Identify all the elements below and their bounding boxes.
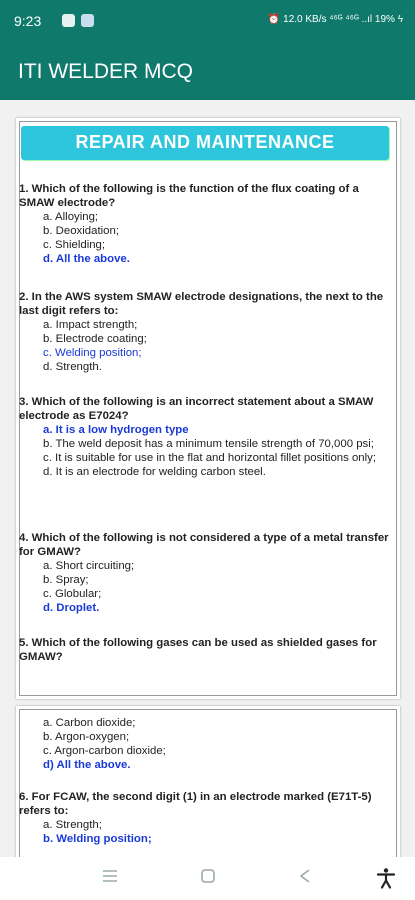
option: b. Spray; xyxy=(43,574,89,586)
home-icon[interactable] xyxy=(199,867,217,885)
option: c. Shielding; xyxy=(43,239,106,251)
option: a. Short circuiting; xyxy=(43,560,135,572)
section-banner xyxy=(21,126,389,160)
accessibility-icon[interactable] xyxy=(375,867,397,889)
question-5-continued xyxy=(19,716,391,772)
question-text: 6. For FCAW, the second digit (1) in an electrode marked (E71T-5) refers to: xyxy=(19,791,372,817)
option: c. It is suitable for use in the flat and horizontal fillet positions only; xyxy=(43,452,377,464)
status-right xyxy=(268,14,403,25)
back-icon[interactable] xyxy=(296,867,314,885)
status-indicators: ⏰ 12.0 KB/s ⁴⁶ᴳ ⁴⁶ᴳ ..ıl 19% ϟ xyxy=(267,14,403,25)
question-4 xyxy=(19,531,391,615)
answer-option: a. It is a low hydrogen type xyxy=(43,424,189,436)
question-3 xyxy=(19,395,391,479)
answer-option: d. Droplet. xyxy=(43,602,100,614)
section-title: REPAIR AND MAINTENANCE xyxy=(75,132,335,152)
page-2 xyxy=(16,706,400,857)
notification-icons xyxy=(62,14,94,27)
question-2 xyxy=(19,290,391,374)
question-text: 3. Which of the following is an incorrect statement about a SMAW electrode as E7024? xyxy=(19,396,374,422)
question-5 xyxy=(19,636,391,664)
option: c. Globular; xyxy=(43,588,102,600)
status-time: 9:23 xyxy=(14,13,42,29)
question-6 xyxy=(19,790,391,846)
page-viewer[interactable] xyxy=(0,100,415,857)
option: b. Deoxidation; xyxy=(43,225,119,237)
option: a. Strength; xyxy=(43,819,102,831)
question-1 xyxy=(19,182,391,266)
notification-icon xyxy=(62,14,75,27)
answer-option: d) All the above. xyxy=(43,759,131,771)
option: d. Strength. xyxy=(43,361,102,373)
option: b. Electrode coating; xyxy=(43,333,147,345)
app-bar xyxy=(0,44,415,100)
option: a. Impact strength; xyxy=(43,319,138,331)
menu-icon[interactable] xyxy=(101,867,119,885)
answer-option: c. Welding position; xyxy=(43,347,142,359)
app-title: ITI WELDER MCQ xyxy=(18,60,194,83)
question-text: 5. Which of the following gases can be used as shielded gases for GMAW? xyxy=(19,637,377,663)
system-nav-bar xyxy=(0,857,415,900)
option: a. Alloying; xyxy=(43,211,99,223)
answer-option: b. Welding position; xyxy=(43,833,152,845)
page-1 xyxy=(16,118,400,699)
option: a. Carbon dioxide; xyxy=(43,717,136,729)
question-text: 4. Which of the following is not considered a type of a metal transfer for GMAW? xyxy=(19,532,389,558)
status-bar xyxy=(0,0,415,44)
notification-icon xyxy=(81,14,94,27)
option: c. Argon-carbon dioxide; xyxy=(43,745,166,757)
option: d. It is an electrode for welding carbon steel. xyxy=(43,466,266,478)
question-text: 1. Which of the following is the function of the flux coating of a SMAW electrode? xyxy=(19,183,359,209)
option: b. Argon-oxygen; xyxy=(43,731,130,743)
option: b. The weld deposit has a minimum tensile strength of 70,000 psi; xyxy=(43,438,374,450)
answer-option: d. All the above. xyxy=(43,253,130,265)
question-text: 2. In the AWS system SMAW electrode designations, the next to the last digit refers to: xyxy=(19,291,384,317)
